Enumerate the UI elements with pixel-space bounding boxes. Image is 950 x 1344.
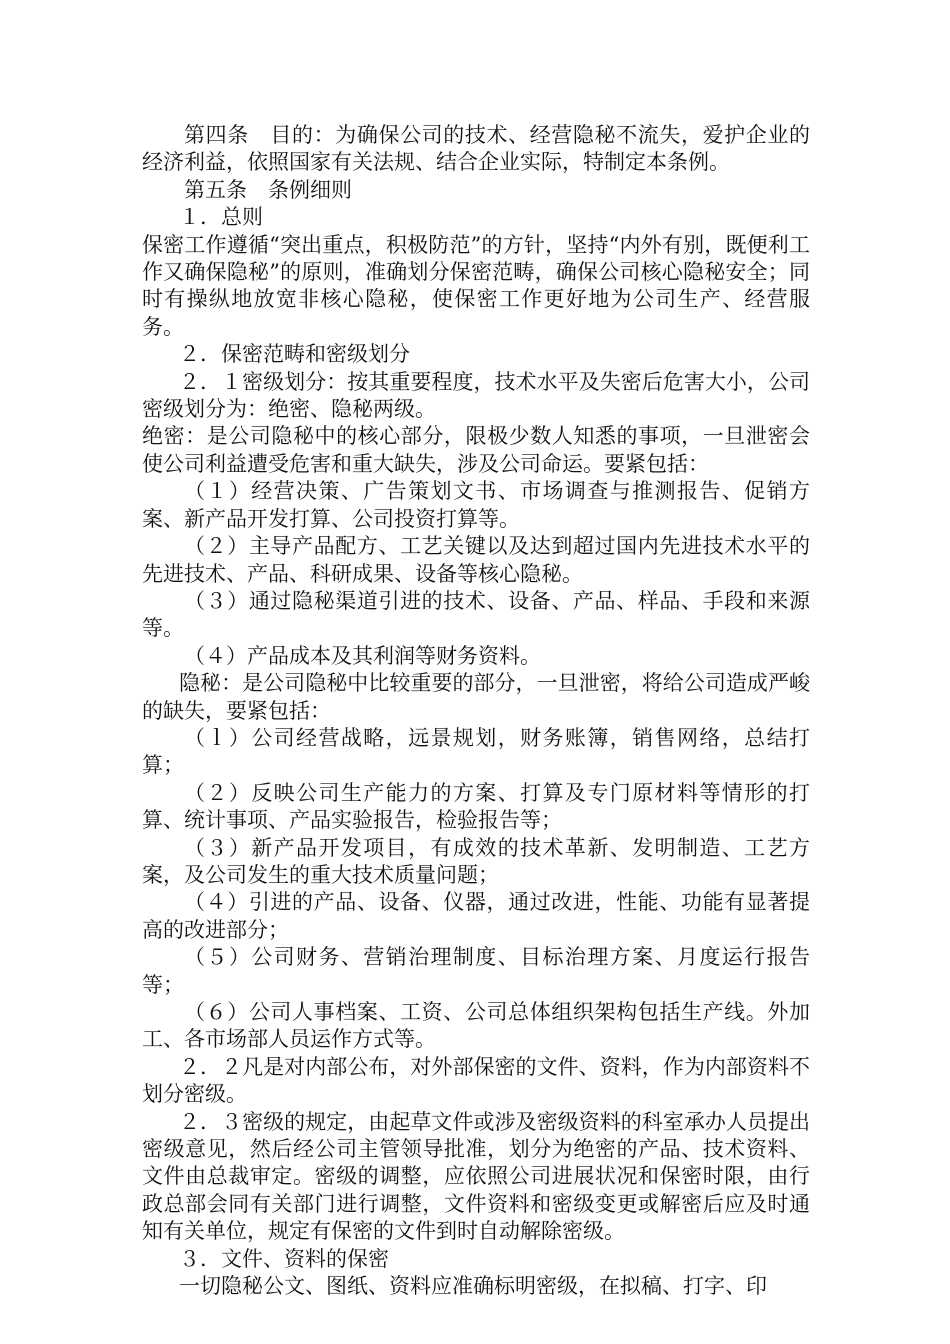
paragraph: （１）经营决策、广告策划文书、市场调查与推测报告、促销方案、新产品开发打算、公司投资打算等。 xyxy=(142,479,810,531)
paragraph: ２．１密级划分：按其重要程度，技术水平及失密后危害大小，公司密级划分为：绝密、隐秘两级。 xyxy=(142,369,810,422)
paragraph: 第五条 条例细则 xyxy=(184,177,352,202)
paragraph: 一切隐秘公文、图纸、资料应准确标明密级，在拟稿、打字、印 xyxy=(179,1274,767,1299)
paragraph: （５）公司财务、营销治理制度、目标治理方案、月度运行报告等； xyxy=(142,945,810,997)
paragraph: ３．文件、资料的保密 xyxy=(179,1246,389,1271)
paragraph: ２．３密级的规定，由起草文件或涉及密级资料的科室承办人员提出密级意见，然后经公司主管领导批准，划分为绝密的产品、技术资料、文件由总裁审定。密级的调整，应依照公司进展状况和保密时限，由行政总部会同有关部门进行调整，文件资料和密级变更或解密后应及时通知有关单位，规定有保密的文件到时自动解除密级。 xyxy=(142,1109,810,1244)
paragraph: 第四条 目的：为确保公司的技术、经营隐秘不流失，爱护企业的经济利益，依照国家有关法规、结合企业实际，特制定本条例。 xyxy=(142,123,810,175)
paragraph: 绝密：是公司隐秘中的核心部分，限极少数人知悉的事项，一旦泄密会使公司利益遭受危害和重大缺失，涉及公司命运。要紧包括： xyxy=(142,424,810,476)
paragraph: （ｌ）公司经营战略，远景规划，财务账簿，销售网络，总结打算； xyxy=(142,725,810,778)
paragraph: （４）产品成本及其利润等财务资料。 xyxy=(184,643,541,668)
paragraph: 保密工作遵循“突出重点，积极防范”的方针，坚持“内外有别，既便利工作又确保隐秘”的原则，准确划分保密范畴，确保公司核心隐秘安全；同时有操纵地放宽非核心隐秘，使保密工作更好地为公司生产、经营服务。 xyxy=(142,232,810,339)
paragraph: （４）引进的产品、设备、仪器，通过改进，性能、功能有显著提高的改进部分； xyxy=(142,890,810,942)
paragraph: （６）公司人事档案、工资、公司总体组织架构包括生产线。外加工、各市场部人员运作方式等。 xyxy=(142,1000,810,1052)
paragraph: （２）主导产品配方、工艺关键以及达到超过国内先进技术水平的先进技术、产品、科研成果、设备等核心隐秘。 xyxy=(142,534,810,586)
paragraph: ２．２凡是对内部公布，对外部保密的文件、资料，作为内部资料不划分密级。 xyxy=(142,1054,810,1107)
paragraph: １．总则 xyxy=(179,205,263,230)
paragraph: 隐秘：是公司隐秘中比较重要的部分，一旦泄密，将给公司造成严峻的缺失，要紧包括： xyxy=(142,671,810,723)
paragraph: （３）新产品开发项目，有成效的技术革新、发明制造、工艺方案，及公司发生的重大技术质量问题； xyxy=(142,835,810,887)
document-body xyxy=(142,122,810,1300)
paragraph: （２）反映公司生产能力的方案、打算及专门原材料等情形的打算、统计事项、产品实验报告，检验报告等； xyxy=(142,780,810,833)
paragraph: （３）通过隐秘渠道引进的技术、设备、产品、样品、手段和来源等。 xyxy=(142,588,810,641)
paragraph: ２．保密范畴和密级划分 xyxy=(179,342,410,367)
